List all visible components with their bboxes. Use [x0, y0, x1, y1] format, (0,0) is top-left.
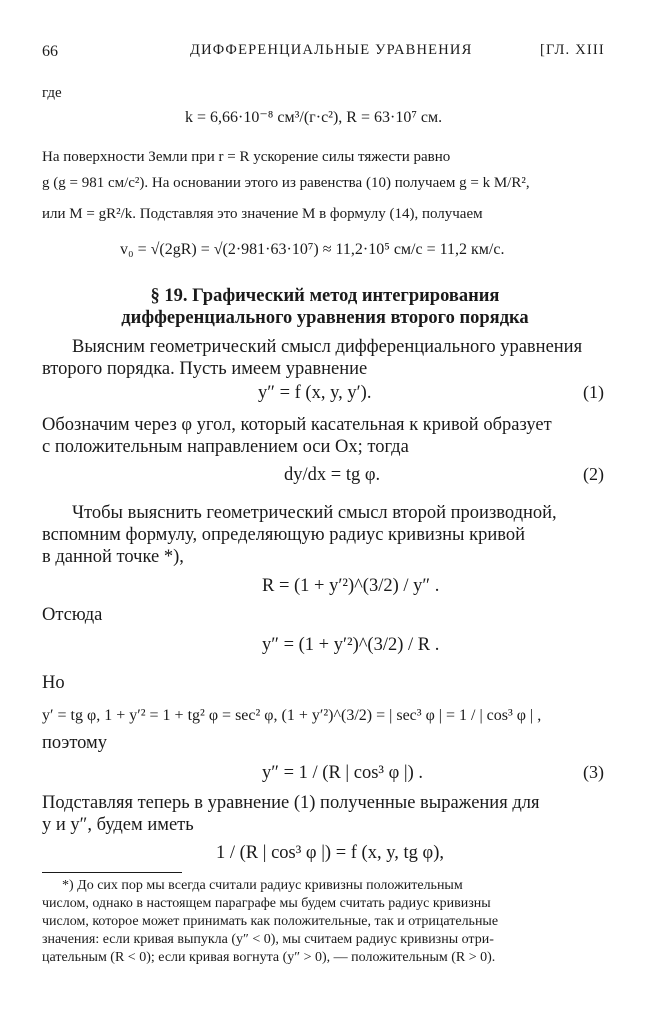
footnote-line: *) До сих пор мы всегда считали радиус кривизны положительным [62, 878, 463, 893]
hence-label: Отсюда [42, 605, 103, 625]
footnote-line: значения: если кривая выпукла (y″ < 0), мы считаем радиус кривизны отри- [42, 932, 494, 947]
equation-4: 1 / (R | cos³ φ |) = f (x, y, tg φ), [216, 843, 444, 863]
v0-formula: v₀ = √(2gR) = √(2·981·63·10⁷) ≈ 11,2·10⁵ см/с = 11,2 км/с. [120, 241, 505, 258]
equation-number: (2) [583, 464, 604, 484]
radius-formula: R = (1 + y′²)^(3/2) / y″ . [262, 576, 440, 596]
footnote-line: цательным (R < 0); если кривая вогнута (y″ > 0), — положительным (R > 0). [42, 950, 496, 965]
text-line: или M = gR²/k. Подставляя это значение M в формулу (14), получаем [42, 206, 483, 222]
footnote-rule [42, 872, 182, 873]
long-equation: y′ = tg φ, 1 + y′² = 1 + tg² φ = sec² φ, (1 + y′²)^(3/2) = | sec³ φ | = 1 / | cos³ φ | , [42, 707, 542, 724]
y2-formula: y″ = (1 + y′²)^(3/2) / R . [262, 635, 440, 655]
text-line: g (g = 981 см/с²). На основании этого из равенства (10) получаем g = k M/R², [42, 175, 530, 191]
section-title-line1: § 19. Графический метод интегрирования [150, 286, 500, 306]
equation-2: dy/dx = tg φ. [284, 465, 381, 485]
equation-number: (3) [583, 762, 604, 782]
text-line: На поверхности Земли при r = R ускорение силы тяжести равно [42, 149, 451, 165]
equation-3: y″ = 1 / (R | cos³ φ |) . [262, 763, 423, 783]
chapter-label: [ГЛ. XIII [540, 42, 605, 58]
text-line: Обозначим через φ угол, который касательная к кривой образует [42, 415, 552, 435]
where-label: где [42, 85, 62, 101]
text-line: y и y″, будем иметь [42, 815, 194, 835]
page-number: 66 [42, 43, 58, 60]
text-line: Выясним геометрический смысл дифференциального уравнения [72, 337, 583, 357]
equation-number: (1) [583, 382, 604, 402]
text-line: в данной точке *), [42, 547, 184, 567]
footnote-line: числом, однако в настоящем параграфе мы будем считать радиус кривизны [42, 896, 491, 911]
running-title: ДИФФЕРЕНЦИАЛЬНЫЕ УРАВНЕНИЯ [190, 42, 473, 58]
text-line: второго порядка. Пусть имеем уравнение [42, 359, 368, 379]
equation-1: y″ = f (x, y, y′). [258, 383, 372, 403]
constants-formula: k = 6,66·10⁻⁸ см³/(г·с²), R = 63·10⁷ см. [185, 109, 443, 126]
text-line: с положительным направлением оси Ox; тогда [42, 437, 409, 457]
section-title-line2: дифференциального уравнения второго порядка [121, 308, 529, 328]
text-line: Чтобы выяснить геометрический смысл второй производной, [72, 503, 557, 523]
therefore-label: поэтому [42, 733, 108, 753]
footnote-line: числом, которое может принимать как положительные, так и отрицательные [42, 914, 499, 929]
text-line: Подставляя теперь в уравнение (1) полученные выражения для [42, 793, 540, 813]
text-line: вспомним формулу, определяющую радиус кривизны кривой [42, 525, 525, 545]
but-label: Но [42, 673, 65, 693]
